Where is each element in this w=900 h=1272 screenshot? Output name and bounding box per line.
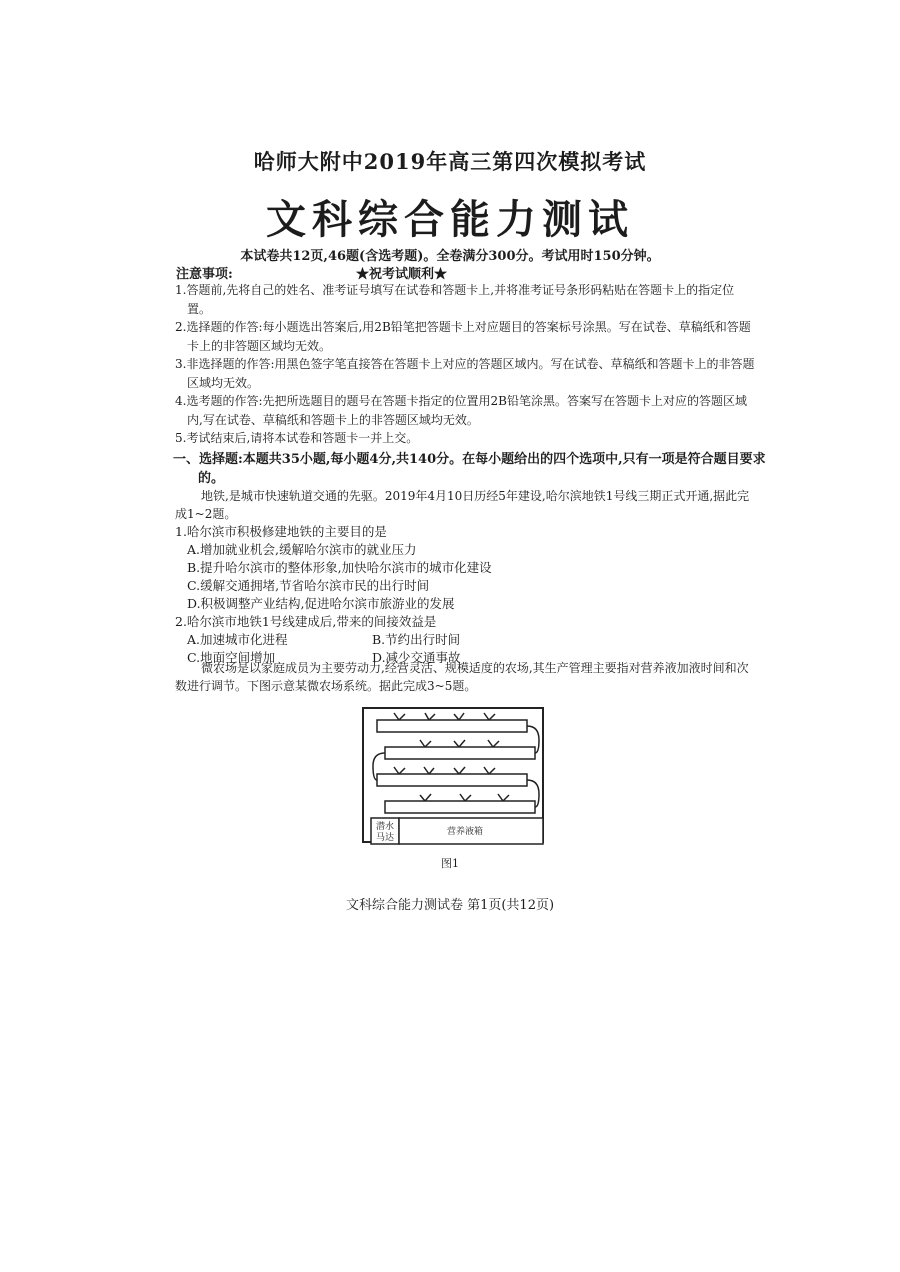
growing-tray-4: [385, 801, 535, 813]
nutrient-tank-label: 营养液箱: [446, 827, 484, 837]
passage-microfarm: 微农场是以家庭成员为主要劳动力,经营灵活、规模适度的农场,其生产管理主要指对营养液加液时间和次数进行调节。下图示意某微农场系统。据此完成3~5题。: [175, 661, 749, 693]
notice-item: 4.选考题的作答:先把所选题目的题号在答题卡指定的位置用2B铅笔涂黑。答案写在答题卡上对应的答题区域内,写在试卷、草稿纸和答题卡上的非答题区域均无效。: [175, 394, 747, 427]
notice-list: [175, 281, 755, 448]
tray-connector: [373, 753, 385, 780]
figure-caption: 图1: [441, 857, 459, 870]
page-footer: 文科综合能力测试卷 第1页(共12页): [345, 898, 555, 913]
question-1-option-d: D.积极调整产业结构,促进哈尔滨市旅游业的发展: [187, 596, 455, 611]
good-luck-note: ★祝考试顺利★: [356, 267, 448, 282]
notice-item: 1.答题前,先将自己的姓名、准考证号填写在试卷和答题卡上,并将准考证号条形码粘贴在答题卡上的指定位置。: [175, 283, 735, 316]
notice-item: 5.考试结束后,请将本试卷和答题卡一并上交。: [175, 431, 419, 445]
question-1-stem: 1.哈尔滨市积极修建地铁的主要目的是: [175, 524, 387, 539]
tray-connector: [527, 780, 539, 807]
question-1-option-c: C.缓解交通拥堵,节省哈尔滨市民的出行时间: [187, 578, 430, 593]
microfarm-diagram: [355, 700, 555, 850]
notice-row: [176, 263, 736, 281]
growing-tray-3: [377, 774, 527, 786]
notice-heading: 注意事项:: [176, 267, 233, 282]
question-2-option-d: D.减少交通事故: [372, 650, 461, 665]
passage-subway: 地铁,是城市快速轨道交通的先驱。2019年4月10日历经5年建设,哈尔滨地铁1号线三期正式开通,据此完成1~2题。: [175, 489, 750, 521]
notice-item: 3.非选择题的作答:用黑色签字笔直接答在答题卡上对应的答题区域内。写在试卷、草稿纸和答题卡上的非答题区域均无效。: [175, 357, 755, 390]
question-2-option-a: A.加速城市化进程: [187, 632, 288, 647]
plant-icons: [394, 713, 509, 801]
school-exam-title: 哈师大附中2019年高三第四次模拟考试: [253, 149, 647, 174]
question-2-stem: 2.哈尔滨市地铁1号线建成后,带来的间接效益是: [175, 614, 437, 629]
growing-tray-2: [385, 747, 535, 759]
exam-subject-title: 文科综合能力测试: [266, 196, 634, 243]
question-1-option-a: A.增加就业机会,缓解哈尔滨市的就业压力: [187, 542, 417, 557]
exam-info: 本试卷共12页,46题(含选考题)。全卷满分300分。考试用时150分钟。: [240, 249, 660, 264]
notice-item: 2.选择题的作答:每小题选出答案后,用2B铅笔把答题卡上对应题目的答案标号涂黑。写在试卷、草稿纸和答题卡上的非答题区域均无效。: [175, 320, 751, 353]
pump-label-2: 马达: [375, 833, 395, 843]
pump-label-1: 潜水: [375, 822, 395, 832]
section-heading: 一、选择题:本题共35小题,每小题4分,共140分。在每小题给出的四个选项中,只有一项是符合题目要求的。: [173, 452, 766, 486]
tray-connector: [527, 726, 539, 753]
growing-tray-1: [377, 720, 527, 732]
question-1-option-b: B.提升哈尔滨市的整体形象,加快哈尔滨市的城市化建设: [187, 560, 492, 575]
question-2-option-b: B.节约出行时间: [372, 632, 461, 647]
microfarm-figure: [355, 700, 555, 850]
question-2-option-c: C.地面空间增加: [187, 650, 276, 665]
